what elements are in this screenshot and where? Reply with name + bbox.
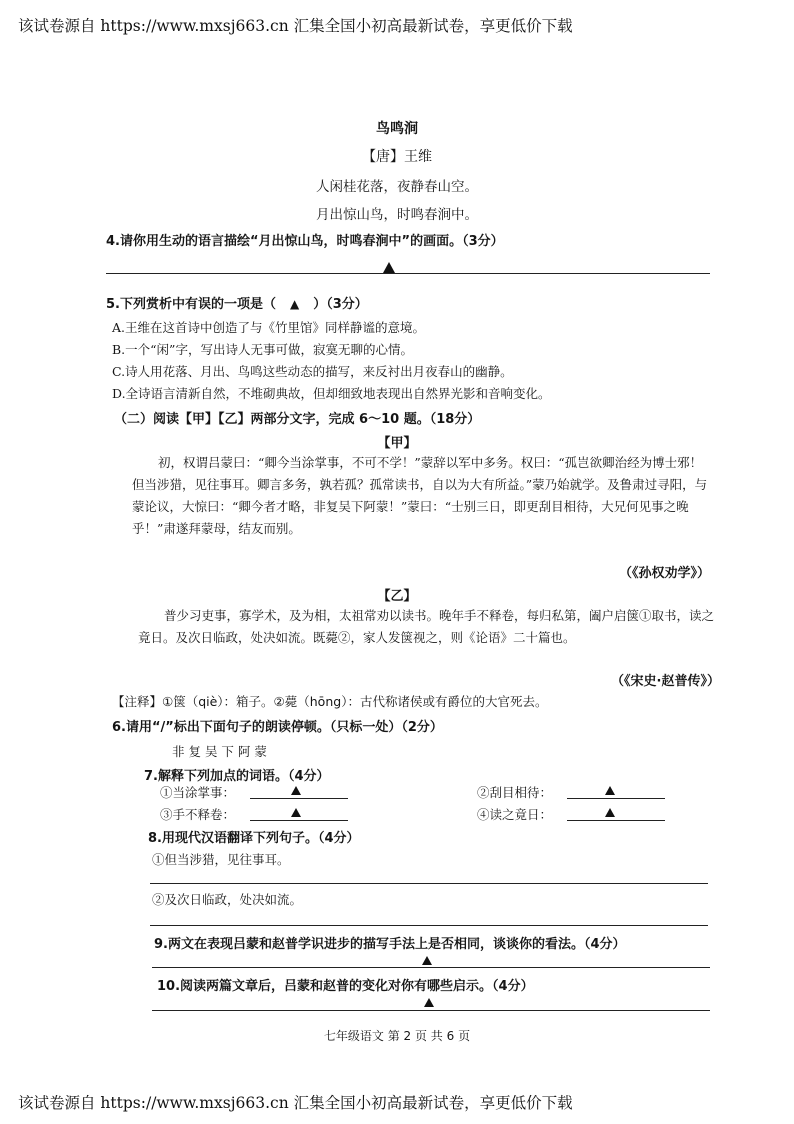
q7-item-4: ④读之竟日：	[477, 807, 553, 822]
option-a: A.王维在这首诗中创造了与《竹里馆》同样静谧的意境。	[112, 320, 426, 335]
question-10: 10.阅读两篇文章后，吕蒙和赵普的变化对你有哪些启示。（4分）	[157, 979, 534, 994]
option-c: C.诗人用花落、月出、鸟鸣这些动态的描写，来反衬出月夜春山的幽静。	[112, 364, 513, 379]
answer-line-q8-1[interactable]	[150, 883, 708, 884]
question-5	[106, 293, 368, 312]
question-6-sentence: 非 复 吴 下 阿 蒙	[172, 744, 267, 759]
answer-line-q4[interactable]	[106, 273, 710, 274]
poem-line-2: 月出惊山鸟，时鸣春涧中。	[316, 207, 478, 223]
passage-yi-source: （《宋史·赵普传》）	[611, 674, 720, 689]
page-footer: 七年级语文 第 2 页 共 6 页	[323, 1029, 471, 1043]
passage-jia-source: （《孙权劝学》）	[618, 566, 710, 581]
q7-item-2: ②刮目相待：	[477, 785, 553, 800]
answer-triangle-icon	[605, 786, 615, 795]
question-6: 6.请用“/”标出下面句子的朗读停顿。（只标一处）（2分）	[112, 720, 443, 735]
q7-blank-2[interactable]	[567, 798, 665, 799]
passage-yi-label: 【乙】	[377, 589, 417, 604]
q8-item-1: ①但当涉猎，见往事耳。	[152, 852, 290, 867]
poem-line-1: 人闲桂花落，夜静春山空。	[316, 179, 478, 195]
answer-triangle-icon	[422, 956, 432, 965]
q7-blank-3[interactable]	[250, 820, 348, 821]
q7-item-1: ①当涂掌事：	[160, 785, 236, 800]
poem-author: 【唐】王维	[362, 149, 432, 165]
answer-triangle-icon	[605, 808, 615, 817]
answer-line-q10[interactable]	[152, 1010, 710, 1011]
answer-triangle-icon: ▲	[289, 297, 300, 311]
section-2-heading: （二）阅读【甲】【乙】两部分文字，完成 6～10 题。（18分）	[114, 412, 481, 427]
answer-triangle-icon	[291, 808, 301, 817]
question-9: 9.两文在表现吕蒙和赵普学识进步的描写手法上是否相同，谈谈你的看法。（4分）	[154, 937, 626, 952]
question-5-stem-end: ）（3分）	[313, 297, 368, 312]
answer-triangle-icon	[383, 262, 395, 273]
passage-jia-label: 【甲】	[377, 436, 417, 451]
q7-blank-4[interactable]	[567, 820, 665, 821]
question-8: 8.用现代汉语翻译下列句子。（4分）	[148, 831, 360, 846]
q8-item-2: ②及次日临政，处决如流。	[152, 892, 303, 907]
answer-line-q8-2[interactable]	[150, 925, 708, 926]
answer-triangle-icon	[424, 998, 434, 1007]
q7-blank-1[interactable]	[250, 798, 348, 799]
source-footer: 该试卷源自 https://www.mxsj663.cn 汇集全国小初高最新试卷，享更低价下载	[18, 1094, 573, 1112]
option-d: D.全诗语言清新自然，不堆砌典故，但却细致地表现出自然界光影和音响变化。	[112, 386, 551, 401]
option-b: B.一个“闲”字，写出诗人无事可做，寂寞无聊的心情。	[112, 342, 413, 357]
passage-yi: 普少习吏事，寡学术，及为相，太祖常劝以读书。晚年手不释卷，每归私第，阖户启箧①取书，读之竟日。及次日临政，处决如流。既薨②，家人发箧视之，则《论语》二十篇也。	[138, 608, 715, 645]
answer-triangle-icon	[291, 786, 301, 795]
poem-title: 鸟鸣涧	[376, 121, 418, 137]
source-header: 该试卷源自 https://www.mxsj663.cn 汇集全国小初高最新试卷，享更低价下载	[18, 17, 573, 35]
annotation-note: 【注释】①箧（qiè）：箱子。②薨（hōng）：古代称诸侯或有爵位的大官死去。	[112, 694, 548, 709]
question-4: 4.请你用生动的语言描绘“月出惊山鸟，时鸣春涧中”的画面。（3分）	[106, 234, 504, 249]
question-7: 7.解释下列加点的词语。（4分）	[144, 769, 330, 784]
passage-jia: 初，权谓吕蒙曰：“卿今当涂掌事，不可不学！”蒙辞以军中多务。权曰：“孤岂欲卿治经为博士邪！但当涉猎，见往事耳。卿言多务，孰若孤？孤常读书，自以为大有所益。”蒙乃始就学。及鲁肃过寻阳，与蒙论议，大惊曰：“卿今者才略，非复吴下阿蒙！”蒙曰：“士别三日，即更刮目相待，大兄何见事之晚乎！”肃遂拜蒙母，结友而别。	[132, 455, 708, 536]
answer-line-q9[interactable]	[152, 967, 710, 968]
q7-item-3: ③手不释卷：	[160, 807, 236, 822]
question-5-stem: 5.下列赏析中有误的一项是（	[106, 297, 276, 312]
